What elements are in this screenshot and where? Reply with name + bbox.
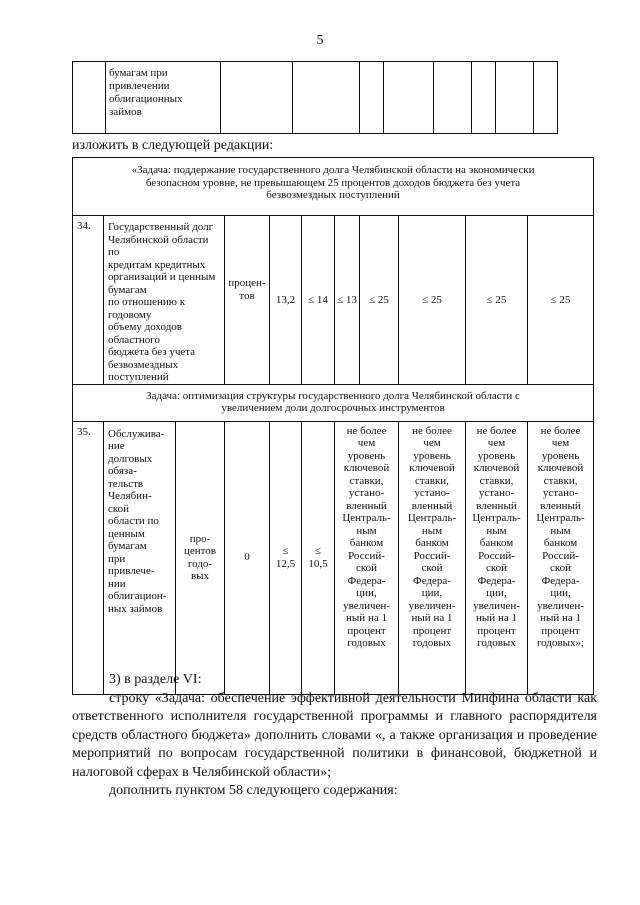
row34-number: 34.: [73, 216, 104, 385]
row35-long-line: ции,: [550, 587, 571, 599]
row35-name-line: Челябин-: [108, 490, 152, 502]
row34-value-6: ≤ 25: [466, 216, 528, 385]
row35-long-line: уровень: [477, 449, 516, 462]
row35-name-line: долговых: [108, 452, 153, 465]
row35-long-line: чем: [423, 437, 441, 449]
row35-long-line: ской: [550, 562, 572, 574]
row35-long-line: процент: [412, 624, 452, 637]
row35-long-line: чем: [357, 437, 376, 449]
row35-long-line: ской: [421, 562, 443, 574]
row35-long-line: устано-: [414, 487, 450, 499]
row34-value-5: ≤ 25: [399, 216, 466, 385]
row35-long-line: устано-: [348, 487, 385, 499]
row35-long-line: уровень: [541, 449, 580, 462]
page-number: 5: [316, 33, 324, 48]
row35-long-line: банком: [349, 537, 384, 549]
row35-number: 35.: [73, 421, 104, 694]
row34-name-line: объему доходов областного: [108, 321, 182, 346]
row35-long-line: уровень: [347, 449, 386, 462]
row35-name: [104, 421, 176, 694]
task2-line: увеличением доли долгосрочных инструментов: [221, 402, 445, 414]
row34-name-line: Челябинской области по: [108, 233, 209, 258]
row34-name-line: по отношению к годовому: [108, 296, 186, 321]
row35-v3-line: 10,5: [308, 557, 328, 570]
row35-long-line: Россий-: [542, 549, 579, 562]
row35-long-line: банком: [415, 537, 449, 549]
row35-unit: [176, 421, 225, 694]
row35-value-3: [302, 421, 335, 694]
row34-value-2: ≤ 14: [302, 216, 335, 385]
row35-name-line: привлече-: [108, 565, 155, 577]
row35-long-line: ставки,: [543, 474, 578, 487]
row35-long-line: ный на 1: [411, 612, 453, 624]
row35-long-line: ключевой: [473, 462, 520, 474]
previous-table-fragment: [72, 61, 558, 134]
row35-long-line: ным: [550, 524, 571, 537]
row35-long-line: Федера-: [541, 574, 580, 587]
row35-long-line: увеличен-: [343, 599, 390, 612]
row34-name-line: организаций и ценным бумагам: [108, 271, 216, 296]
prev-text-line: привлечении: [109, 80, 170, 92]
row35-long-line: годовых: [347, 637, 386, 649]
row35-long-line: Россий-: [348, 549, 385, 562]
row35-v2-line: 12,5: [275, 557, 296, 570]
row35-long-line: устано-: [542, 487, 579, 499]
row35-long-line: ключевой: [409, 462, 455, 474]
prev-text-line: бумагам при: [109, 67, 168, 79]
row34-name-line: кредитам кредитных: [108, 258, 206, 271]
prev-text-line: займов: [109, 106, 142, 118]
row35-name-line: тельств: [108, 477, 144, 490]
row35-long-line: Централь-: [536, 512, 585, 524]
row34-value-3: ≤ 13: [335, 216, 360, 385]
row35-long-line: годовых»;: [536, 637, 585, 649]
row35-name-line: бумагам: [108, 540, 147, 552]
row35-long-value-3: [466, 421, 528, 694]
task1-line: «Задача: поддержание государственного долга Челябинской области на экономически: [131, 164, 535, 176]
row35-long-line: годовых: [477, 637, 516, 649]
row35-long-line: Централь-: [342, 512, 391, 524]
row35-long-line: годовых: [412, 637, 452, 649]
row35-long-line: ции,: [486, 587, 507, 599]
row35-long-line: не более: [346, 424, 387, 437]
row35-name-line: ской: [108, 502, 130, 515]
row35-long-line: процент: [541, 624, 580, 637]
row35-name-line: области по: [108, 515, 159, 527]
prev-text-line: облигационных: [109, 93, 183, 105]
task-header-1: [73, 158, 594, 216]
section-line: 3) в разделе VI:: [109, 672, 202, 687]
task1-line: безопасном уровне, не превышающем 25 процентов доходов бюджета без учета: [145, 176, 521, 189]
row34-unit-line: тов: [239, 289, 255, 302]
row35-long-line: ской: [355, 562, 378, 574]
row35-long-line: ным: [486, 524, 507, 537]
row35-long-line: вленный: [540, 499, 581, 512]
prev-name-cell: [106, 62, 221, 134]
row34-value-1: 13,2: [270, 216, 302, 385]
row35-long-line: Централь-: [472, 512, 521, 524]
row34-value-7: ≤ 25: [528, 216, 594, 385]
row35-long-line: ный на 1: [346, 612, 387, 624]
task1-line: безвозмездных поступлений: [266, 189, 400, 201]
row35-long-line: чем: [551, 437, 570, 449]
row35-name-line: ных займов: [108, 602, 163, 615]
row35-long-line: банком: [543, 537, 578, 549]
row35-long-value-4: [528, 421, 594, 694]
row35-name-line: Обслужива-: [108, 427, 165, 440]
row34-value-4: ≤ 25: [360, 216, 399, 385]
row35-long-line: не более: [540, 424, 581, 437]
row35-long-line: ставки,: [349, 474, 384, 487]
row35-long-line: не более: [412, 424, 452, 437]
after-text: [72, 671, 597, 801]
row35-value-2: [270, 421, 302, 694]
row35-long-line: ставки,: [479, 474, 514, 487]
row35-unit-line: центов: [183, 545, 216, 557]
row35-name-line: нии: [108, 577, 126, 590]
row35-long-line: ставки,: [415, 474, 449, 487]
row34-name-line: Государственный долг: [108, 221, 214, 233]
row35-long-line: процент: [347, 624, 386, 637]
row35-long-line: увеличен-: [537, 599, 584, 612]
row35-long-line: ным: [421, 524, 443, 537]
intro-line: изложить в следующей редакции:: [72, 138, 274, 153]
row35-unit-line: вых: [190, 570, 210, 582]
row35-long-line: Централь-: [407, 512, 457, 524]
row35-long-line: увеличен-: [473, 599, 520, 612]
row35-name-line: обяза-: [108, 465, 137, 477]
row35-long-line: ным: [356, 524, 377, 537]
row34-unit-line: процен-: [228, 277, 266, 290]
row35-long-line: Федера-: [413, 574, 451, 587]
row35-name-line: облигацион-: [108, 590, 167, 602]
row35-long-line: ный на 1: [476, 612, 517, 624]
row35-long-line: ключевой: [537, 462, 584, 474]
indicators-table: [72, 157, 594, 695]
row35-long-value-2: [399, 421, 466, 694]
row35-name-line: при: [108, 552, 126, 565]
row35-long-line: ции,: [356, 587, 377, 599]
row35-long-line: увеличен-: [408, 599, 456, 612]
row35-long-line: вленный: [346, 499, 387, 512]
row34-name: [104, 216, 225, 385]
task-header-2: [73, 384, 594, 421]
row35-long-line: процент: [477, 624, 516, 637]
paragraph-1: строку «Задача: обеспечение эффективной деятельности Минфина области как ответственного исполнителя государственной программы и главного распорядителя средств областного бюджета» дополнить словами «, а также организация и проведение мероприятий по вопросам государственной политики в финансовой, бюджетной и налоговой сферах в Челябинской области»;: [72, 690, 597, 780]
row35-long-line: ции,: [421, 587, 443, 599]
row35-long-line: Федера-: [347, 574, 386, 587]
row35-long-line: Россий-: [413, 549, 451, 562]
row35-long-line: Федера-: [477, 574, 516, 587]
row35-long-line: ской: [485, 562, 508, 574]
row35-name-line: ние: [108, 440, 125, 452]
row35-v2-line: ≤: [282, 545, 289, 557]
row34-name-line: безвозмездных поступлений: [108, 358, 179, 383]
row35-unit-line: годо-: [187, 557, 213, 570]
row35-long-line: ключевой: [343, 462, 390, 474]
row35-long-line: вленный: [476, 499, 517, 512]
row35-long-line: устано-: [478, 487, 515, 499]
row35-v3-line: ≤: [314, 545, 322, 557]
paragraph-2: дополнить пунктом 58 следующего содержания:: [109, 783, 398, 798]
row35-long-line: вленный: [411, 499, 453, 512]
task2-line: Задача: оптимизация структуры государственного долга Челябинской области с: [146, 389, 520, 402]
row35-unit-line: про-: [189, 532, 211, 545]
row35-long-value-1: [335, 421, 399, 694]
row35-long-line: ный на 1: [540, 612, 581, 624]
row35-long-line: уровень: [413, 449, 451, 462]
row35-name-line: ценным: [108, 527, 145, 540]
row35-long-line: чем: [487, 437, 506, 449]
row34-unit: [225, 216, 270, 385]
prev-num-cell: [73, 62, 106, 134]
row35-value-1: 0: [225, 421, 270, 694]
row34-name-line: бюджета без учета: [108, 346, 196, 358]
row35-long-line: банком: [479, 537, 514, 549]
row35-long-line: Россий-: [478, 549, 515, 562]
row35-long-line: не более: [476, 424, 517, 437]
